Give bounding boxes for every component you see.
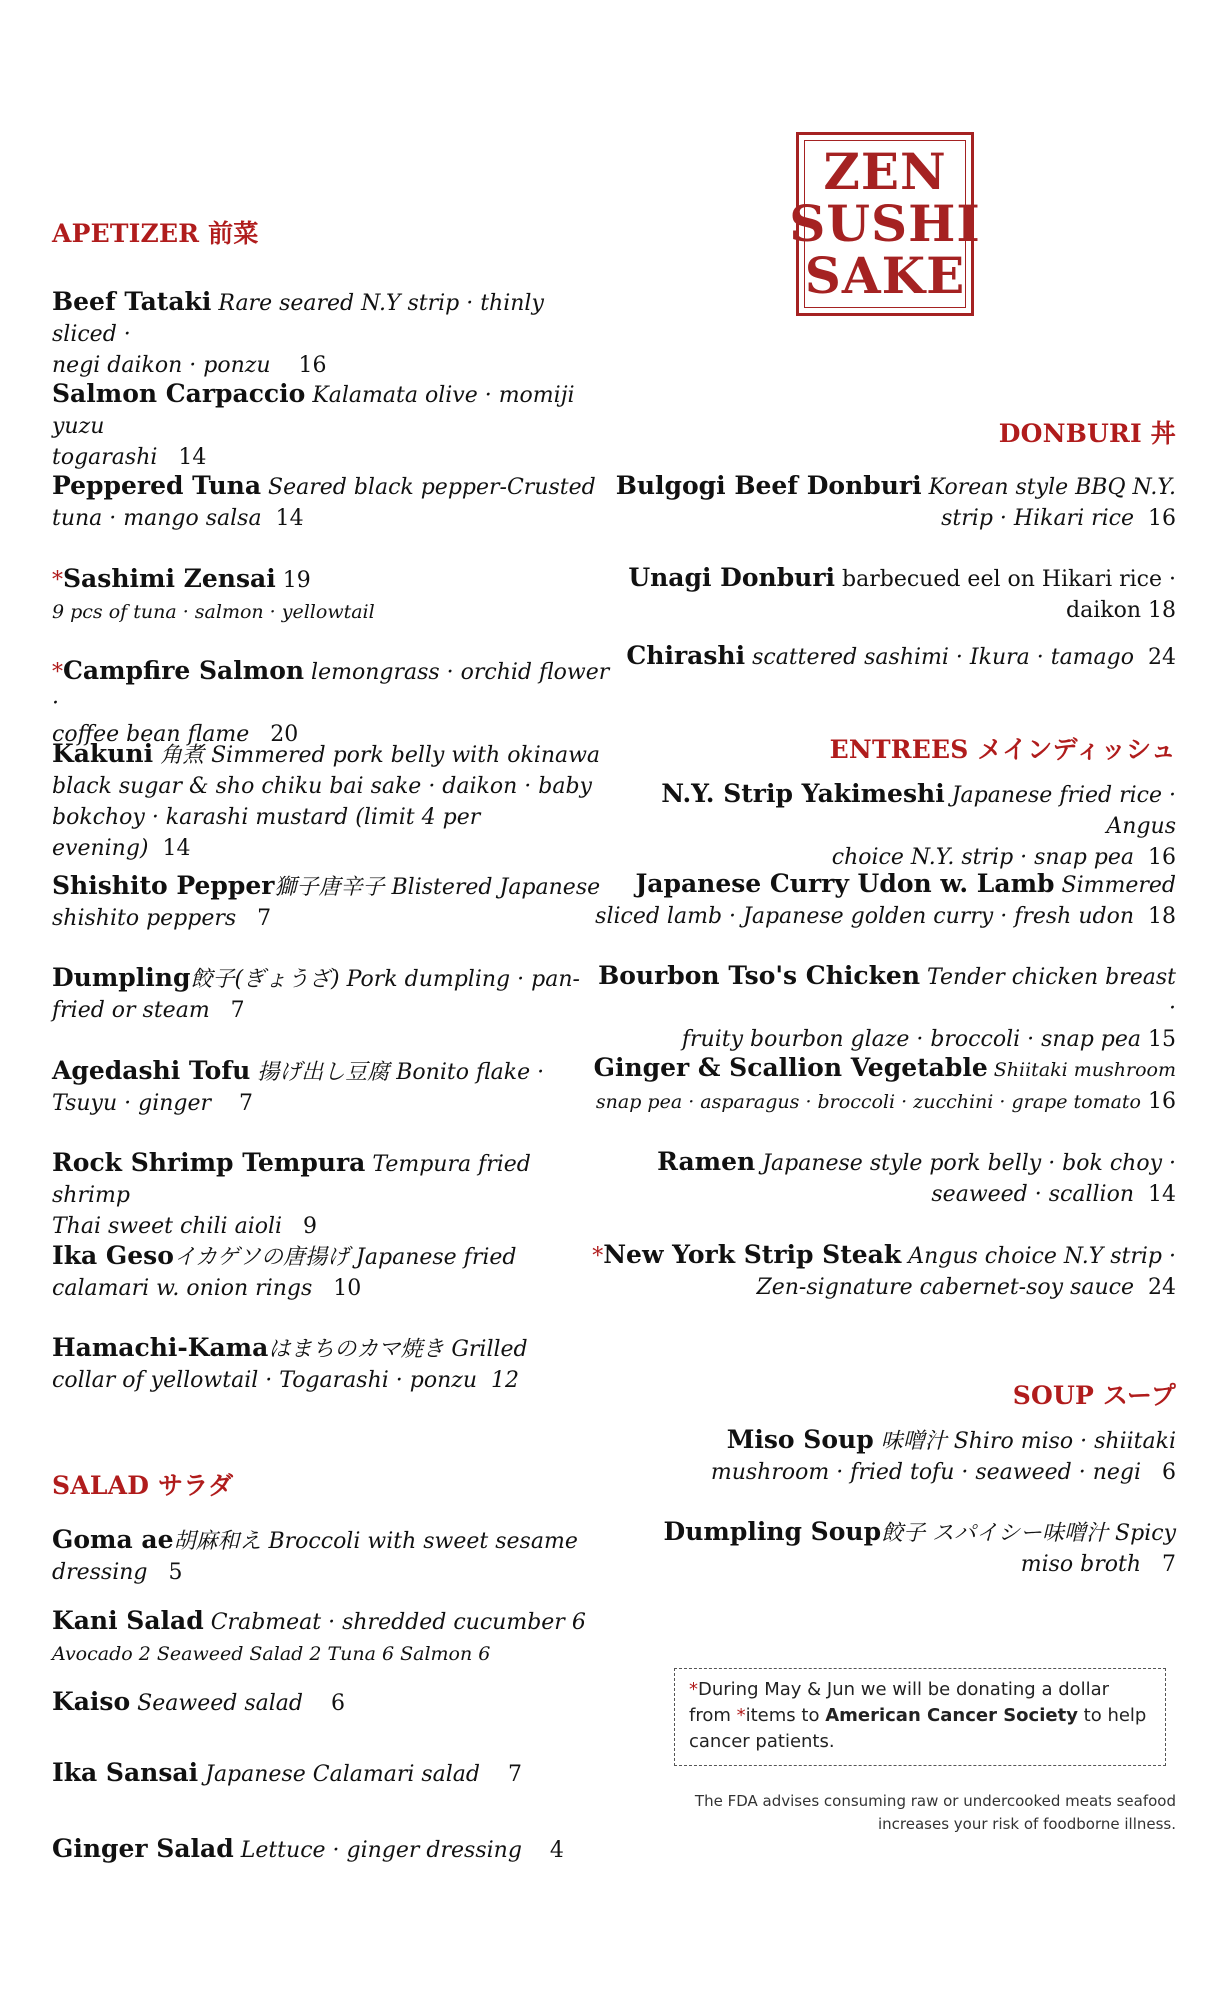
item-desc: calamari w. onion rings — [52, 1276, 313, 1301]
item-desc: choice N.Y. strip · snap pea — [831, 845, 1134, 870]
note-text: cancer patients. — [689, 1731, 835, 1752]
item-name: Goma ae — [52, 1525, 174, 1554]
item-name: Dumpling Soup — [663, 1517, 882, 1546]
menu-item-goma-ae — [52, 1524, 612, 1588]
item-price: 14 — [178, 445, 207, 470]
item-name: Agedashi Tofu — [52, 1056, 251, 1085]
note-text: to help — [1077, 1705, 1147, 1726]
item-desc: Japanese fried rice · Angus — [944, 783, 1176, 839]
item-desc: fried or steam — [52, 998, 210, 1023]
menu-item-shishito-pepper — [52, 870, 612, 934]
menu-item-chirashi — [590, 640, 1176, 673]
menu-item-dumpling — [52, 962, 612, 1026]
appetizer-heading: APETIZER 前菜 — [52, 219, 259, 248]
menu-item-miso-soup — [590, 1424, 1176, 1488]
donation-star: * — [52, 660, 63, 685]
item-desc: Thai sweet chili aioli — [52, 1214, 283, 1239]
item-name: Rock Shrimp Tempura — [52, 1148, 366, 1177]
item-desc: Japanese fried — [349, 1245, 517, 1270]
item-desc: Japanese style pork belly · bok choy · — [755, 1151, 1176, 1176]
item-desc: scattered sashimi · Ikura · tamago — [745, 645, 1134, 670]
item-desc: Seared black pepper-Crusted — [261, 475, 596, 500]
menu-item-kakuni — [52, 738, 612, 864]
soup-heading: SOUP スープ — [1012, 1381, 1176, 1410]
fda-disclaimer — [640, 1790, 1176, 1836]
menu-item-ika-geso — [52, 1240, 612, 1304]
item-desc: Zen-signature cabernet-soy sauce — [756, 1275, 1134, 1300]
item-price: 6 — [330, 1691, 345, 1716]
item-desc: Tempura fried shrimp — [52, 1152, 531, 1208]
item-price: 18 — [1148, 598, 1176, 623]
item-desc: shishito peppers — [52, 906, 237, 931]
menu-item-agedashi-tofu — [52, 1055, 612, 1119]
item-desc: Shiro miso · shiitaki — [946, 1429, 1176, 1454]
item-name: Shishito Pepper — [52, 871, 275, 900]
item-desc: Simmered pork belly with okinawa — [204, 743, 601, 768]
menu-item-ginger-scallion-vegetable — [590, 1052, 1176, 1118]
item-desc: Tender chicken breast · — [920, 965, 1176, 1021]
menu-item-new-york-strip-steak — [590, 1239, 1176, 1303]
item-jp-name: 獅子唐辛子 — [274, 875, 385, 900]
item-name: Ramen — [657, 1147, 756, 1176]
item-name: Dumpling — [52, 963, 191, 992]
item-desc: Pork dumpling · pan- — [339, 967, 580, 992]
menu-item-unagi-donburi — [590, 562, 1176, 626]
note-text: items to — [745, 1705, 826, 1726]
item-desc: Kalamata olive · momiji yuzu — [52, 383, 575, 439]
item-price: 20 — [270, 722, 299, 747]
menu-item-ginger-salad — [52, 1833, 612, 1866]
item-name: Peppered Tuna — [52, 471, 262, 500]
item-desc: strip · Hikari rice — [941, 506, 1134, 531]
item-desc: Crabmeat · shredded cucumber — [203, 1610, 565, 1635]
menu-item-bourbon-tsos-chicken — [590, 960, 1176, 1055]
item-name: Beef Tataki — [52, 287, 212, 316]
item-price: 12 — [491, 1368, 520, 1393]
item-name: N.Y. Strip Yakimeshi — [661, 779, 945, 808]
item-price: 7 — [508, 1762, 522, 1787]
item-price: 16 — [1148, 506, 1176, 531]
donation-star: * — [689, 1679, 698, 1700]
menu-item-salmon-carpaccio — [52, 378, 612, 473]
salad-heading: SALAD サラダ — [52, 1471, 234, 1500]
item-price: 7 — [239, 1091, 254, 1116]
item-desc: Grilled — [444, 1337, 528, 1362]
note-text: from — [689, 1705, 737, 1726]
item-price: 7 — [257, 906, 272, 931]
donation-note — [674, 1668, 1166, 1766]
item-desc: Broccoli with sweet sesame — [261, 1529, 578, 1554]
item-jp-name: 餃子(ぎょうざ) — [190, 967, 340, 992]
item-price: 4 — [549, 1838, 564, 1863]
item-price: 14 — [275, 506, 304, 531]
logo-line-sake: SAKE — [804, 246, 966, 305]
menu-item-ramen — [590, 1146, 1176, 1210]
menu-item-sashimi-zensai — [52, 563, 612, 628]
item-jp-name: 味噌汁 — [873, 1429, 947, 1454]
item-name: Unagi Donburi — [628, 563, 836, 592]
item-name: Ginger & Scallion Vegetable — [593, 1053, 988, 1082]
item-name: Miso Soup — [726, 1425, 874, 1454]
item-jp-name: 胡麻和え — [173, 1529, 262, 1554]
fda-line: The FDA advises consuming raw or undercooked meats seafood — [694, 1792, 1176, 1810]
item-name: Bourbon Tso's Chicken — [598, 961, 920, 990]
logo-line-sushi: SUSHI — [789, 194, 981, 253]
item-jp-name: はまちのカマ焼き — [268, 1337, 445, 1362]
item-price: 18 — [1148, 904, 1176, 929]
menu-item-kani-salad — [52, 1605, 612, 1670]
item-name: Ika Sansai — [52, 1758, 199, 1787]
menu-item-beef-tataki — [52, 286, 612, 381]
item-desc: Bonito flake · — [389, 1060, 545, 1085]
item-jp-name: イカゲソの唐揚げ — [173, 1245, 350, 1270]
item-desc: negi daikon · ponzu — [52, 353, 271, 378]
item-desc: Shiitaki mushroom — [987, 1059, 1176, 1081]
item-price: 9 — [303, 1214, 318, 1239]
item-jp-name: 餃子 スパイシー味噌汁 — [881, 1521, 1109, 1546]
item-jp-name: 揚げ出し豆腐 — [250, 1060, 390, 1085]
restaurant-logo — [789, 132, 981, 316]
logo-line-zen: ZEN — [823, 142, 947, 201]
item-desc: dressing — [52, 1560, 148, 1585]
menu-item-campfire-salmon — [52, 655, 612, 750]
item-desc: Rare seared N.Y strip · thinly sliced · — [52, 291, 544, 347]
item-desc: barbecued eel on Hikari rice · — [835, 567, 1176, 592]
item-price: 24 — [1148, 1275, 1176, 1300]
item-desc: Blistered Japanese — [384, 875, 601, 900]
item-price: 16 — [298, 353, 327, 378]
item-name: Campfire Salmon — [63, 656, 305, 685]
entrees-heading: ENTREES メインディッシュ — [829, 735, 1176, 764]
menu-item-curry-udon-lamb — [590, 868, 1176, 932]
item-price: 5 — [168, 1560, 183, 1585]
item-desc: Japanese Calamari salad — [198, 1762, 481, 1787]
item-desc: Korean style BBQ N.Y. — [921, 475, 1176, 500]
note-text: During May & Jun we will be donating a dollar — [698, 1679, 1110, 1700]
menu-item-kaiso — [52, 1686, 612, 1719]
item-name: Hamachi-Kama — [52, 1333, 269, 1362]
item-name: Kaiso — [52, 1687, 131, 1716]
item-price: 10 — [333, 1276, 362, 1301]
item-desc: Seaweed salad — [130, 1691, 303, 1716]
item-desc: Lettuce · ginger dressing — [233, 1838, 522, 1863]
item-desc: tuna · mango salsa — [52, 506, 262, 531]
item-desc: fruity bourbon glaze · broccoli · snap pea — [681, 1027, 1141, 1052]
item-desc: mushroom · fried tofu · seaweed · negi — [710, 1460, 1142, 1485]
item-desc: bokchoy · karashi mustard (limit 4 per evening) — [52, 805, 481, 861]
item-price: 6 — [1162, 1460, 1176, 1485]
item-desc: miso broth — [1020, 1552, 1142, 1577]
item-price: 14 — [1148, 1182, 1176, 1207]
item-desc: snap pea · asparagus · broccoli · zucchini · grape tomato — [595, 1091, 1141, 1113]
donation-star: * — [592, 1244, 604, 1269]
menu-item-peppered-tuna — [52, 470, 612, 534]
item-desc: sliced lamb · Japanese golden curry · fresh udon — [595, 904, 1134, 929]
item-name: Japanese Curry Udon w. Lamb — [635, 869, 1055, 898]
item-name: Ika Geso — [52, 1241, 174, 1270]
item-desc: Simmered — [1054, 873, 1176, 898]
donation-star: * — [52, 568, 63, 593]
item-name: Kani Salad — [52, 1606, 204, 1635]
item-price: 19 — [282, 568, 311, 593]
item-name: Chirashi — [626, 641, 746, 670]
item-name: Ginger Salad — [52, 1834, 234, 1863]
item-price: 6 — [571, 1610, 586, 1635]
item-name: New York Strip Steak — [603, 1240, 902, 1269]
item-addons: Avocado 2 Seaweed Salad 2 Tuna 6 Salmon 6 — [52, 1643, 491, 1665]
item-price: 16 — [1148, 1089, 1176, 1114]
item-price: 24 — [1148, 645, 1176, 670]
item-name: Kakuni — [52, 739, 154, 768]
donation-star: * — [736, 1705, 746, 1726]
item-name: Bulgogi Beef Donburi — [615, 471, 922, 500]
item-jp-name: 角煮 — [153, 743, 205, 768]
menu-item-dumpling-soup — [590, 1516, 1176, 1580]
fda-line: increases your risk of foodborne illness. — [877, 1815, 1176, 1833]
item-desc: lemongrass · orchid flower · — [52, 660, 610, 716]
menu-item-hamachi-kama — [52, 1332, 612, 1396]
item-desc: coffee bean flame — [52, 722, 250, 747]
menu-item-ika-sansai — [52, 1757, 612, 1790]
item-price: 7 — [230, 998, 245, 1023]
menu-item-ny-strip-yakimeshi — [590, 778, 1176, 873]
item-desc: collar of yellowtail · Togarashi · ponzu — [52, 1368, 478, 1393]
menu-item-bulgogi-beef-donburi — [590, 470, 1176, 534]
item-desc: Angus choice N.Y strip · — [901, 1244, 1176, 1269]
item-name: Sashimi Zensai — [63, 564, 276, 593]
item-desc: Tsuyu · ginger — [52, 1091, 212, 1116]
item-desc: togarashi — [52, 445, 158, 470]
item-price: 7 — [1162, 1552, 1176, 1577]
item-desc: black sugar & sho chiku bai sake · daikon · baby — [52, 774, 592, 799]
charity-name: American Cancer Society — [825, 1705, 1078, 1726]
item-price: 14 — [162, 836, 191, 861]
item-price: 16 — [1148, 845, 1176, 870]
menu-item-rock-shrimp-tempura — [52, 1147, 612, 1242]
item-desc: 9 pcs of tuna · salmon · yellowtail — [52, 601, 375, 623]
item-price: 15 — [1148, 1027, 1176, 1052]
item-desc: seaweed · scallion — [931, 1182, 1134, 1207]
item-name: Salmon Carpaccio — [52, 379, 306, 408]
item-desc: Spicy — [1108, 1521, 1176, 1546]
donburi-heading: DONBURI 丼 — [998, 419, 1176, 448]
item-desc: daikon — [1066, 598, 1141, 623]
